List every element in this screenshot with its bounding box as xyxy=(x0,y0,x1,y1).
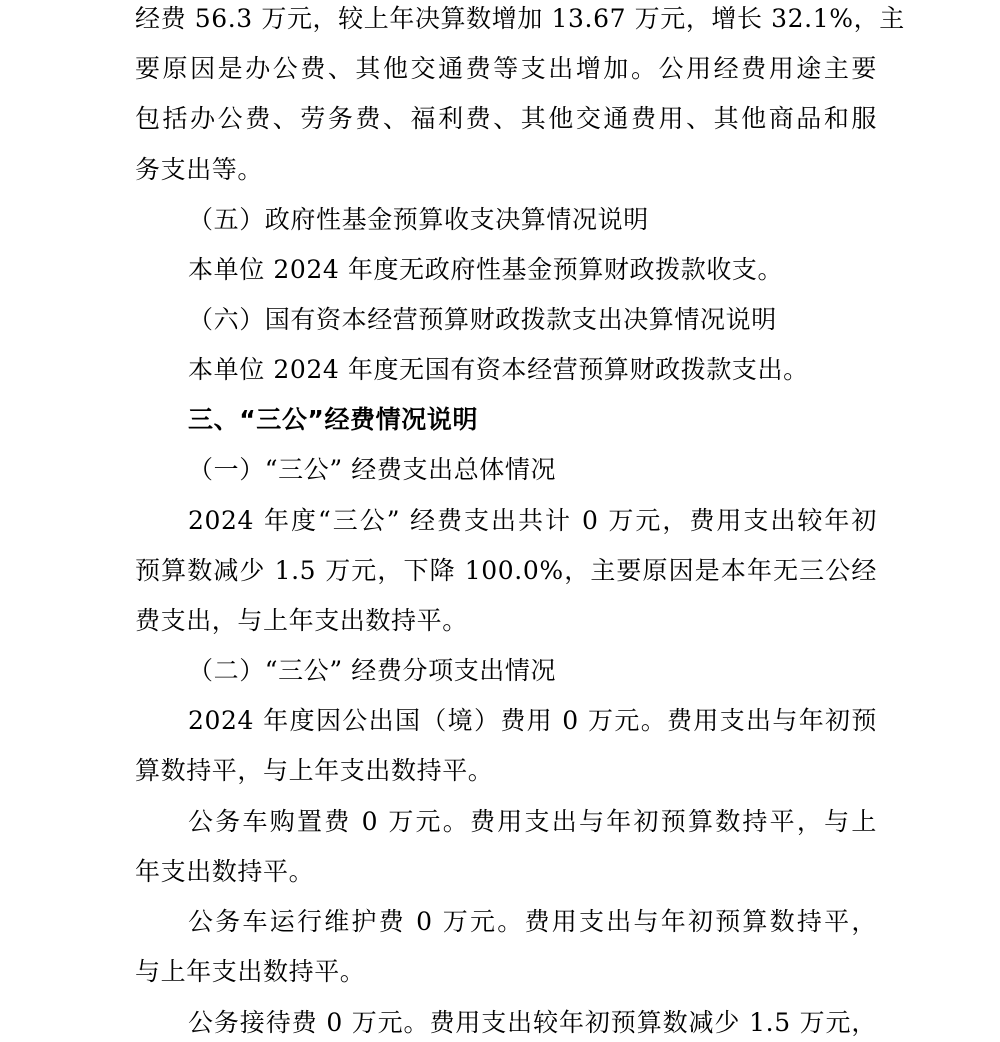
section-heading-six: （六）国有资本经营预算财政拨款支出决算情况说明 xyxy=(188,305,777,334)
paragraph-line: 公务车运行维护费 0 万元。费用支出与年初预算数持平， xyxy=(188,907,877,936)
paragraph-line: 包括办公费、劳务费、福利费、其他交通费用、其他商品和服 xyxy=(135,104,877,133)
section-heading-three: 三、“三公”经费情况说明 xyxy=(188,405,479,434)
paragraph-line: 预算数减少 1.5 万元，下降 100.0%，主要原因是本年无三公经 xyxy=(135,556,877,585)
paragraph-line: 费支出，与上年支出数持平。 xyxy=(135,606,468,635)
paragraph-line: 2024 年度因公出国（境）费用 0 万元。费用支出与年初预 xyxy=(188,706,877,735)
paragraph-line: 务支出等。 xyxy=(135,155,264,184)
paragraph-line: 经费 56.3 万元，较上年决算数增加 13.67 万元，增长 32.1%，主 xyxy=(135,4,905,33)
paragraph-line: 算数持平，与上年支出数持平。 xyxy=(135,756,494,785)
paragraph-line: 公务接待费 0 万元。费用支出较年初预算数减少 1.5 万元， xyxy=(188,1008,877,1037)
paragraph-line: 本单位 2024 年度无国有资本经营预算财政拨款支出。 xyxy=(188,355,809,384)
section-heading-five: （五）政府性基金预算收支决算情况说明 xyxy=(188,205,649,234)
paragraph-line: 公务车购置费 0 万元。费用支出与年初预算数持平，与上 xyxy=(188,807,877,836)
subsection-heading-two: （二）“三公” 经费分项支出情况 xyxy=(188,656,557,685)
paragraph-line: 本单位 2024 年度无政府性基金预算财政拨款收支。 xyxy=(188,255,784,284)
paragraph-line: 与上年支出数持平。 xyxy=(135,957,366,986)
subsection-heading-one: （一）“三公” 经费支出总体情况 xyxy=(188,455,557,484)
paragraph-line: 年支出数持平。 xyxy=(135,857,315,886)
paragraph-line: 要原因是办公费、其他交通费等支出增加。公用经费用途主要 xyxy=(135,54,877,83)
paragraph-line: 2024 年度“三公” 经费支出共计 0 万元，费用支出较年初 xyxy=(188,506,877,535)
